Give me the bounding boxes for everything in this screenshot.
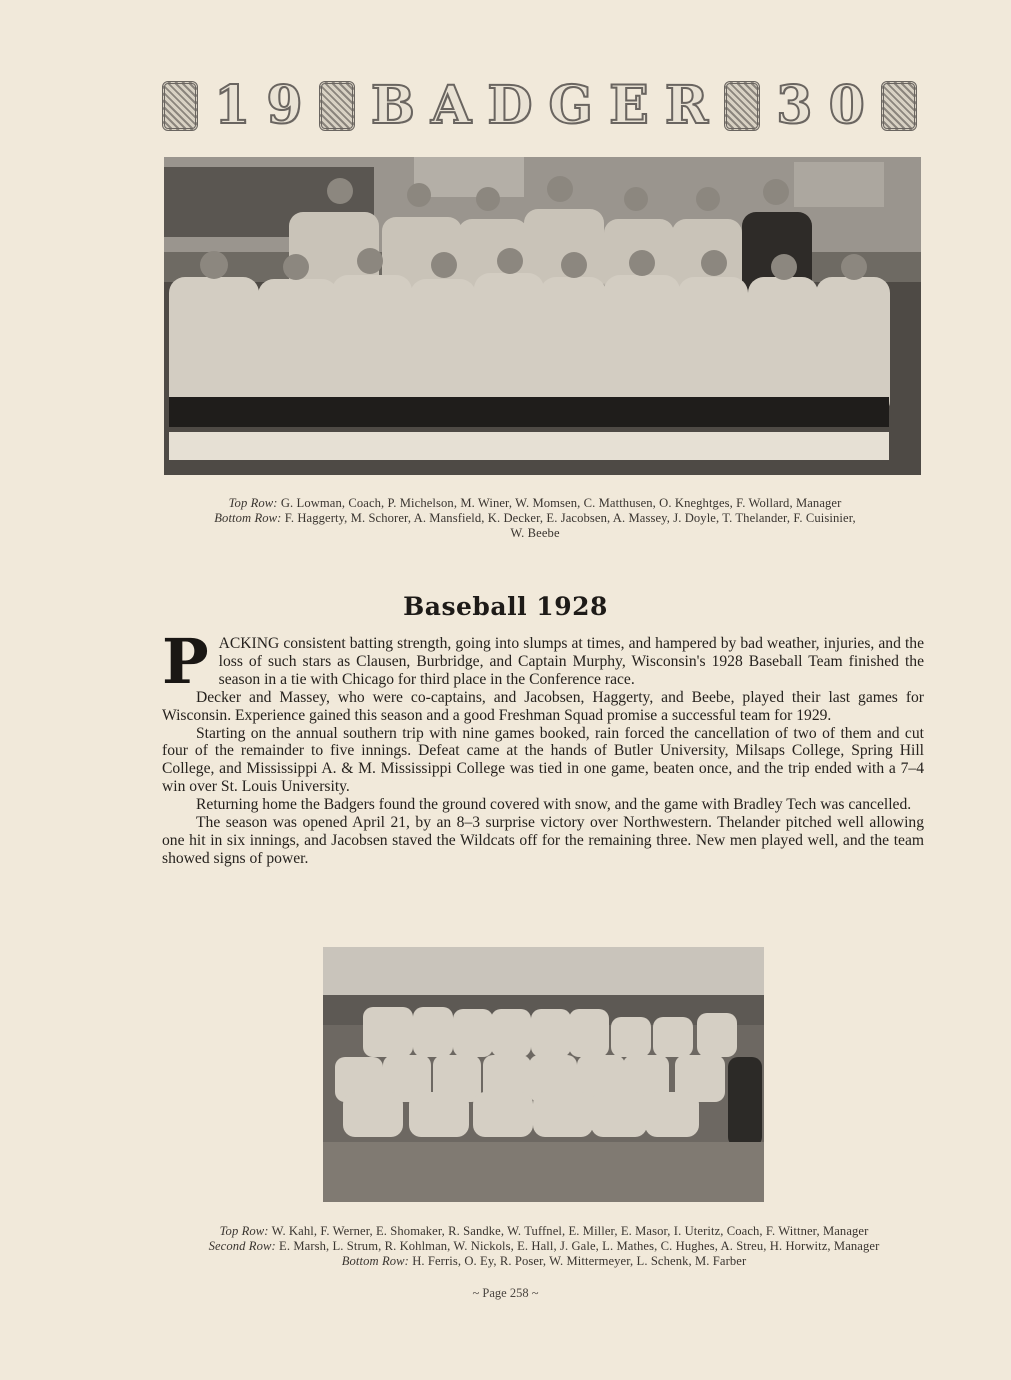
team-photo-image	[323, 947, 764, 1202]
drop-cap: P	[162, 625, 209, 698]
caption-bottom-row	[150, 511, 920, 526]
varsity-team-photo	[164, 157, 921, 475]
page-number: ~ Page 258 ~	[472, 1286, 539, 1300]
article-paragraph: Starting on the annual southern trip with nine games booked, rain forced the cancellation of two of them and cut four of the remainder to five innings. Defeat came at the hands of Butler University, Milsaps College, Spring Hill College, and Mississippi A. & M. Mississippi College was tied in one game, beaten once, and the trip ended with a 7–4 win over St. Louis University.	[162, 724, 924, 796]
caption-second-row	[150, 1239, 938, 1254]
caption-row-label: Top Row:	[228, 496, 278, 510]
caption-bottom-row	[150, 1254, 938, 1269]
freshman-team-photo	[323, 947, 764, 1202]
article-paragraph: Decker and Massey, who were co-captains, and Jacobsen, Haggerty, and Beebe, played their last games for Wisconsin. Experience gained this season and a good Freshman Squad promise a successful team for 1929.	[162, 688, 924, 724]
masthead-glyph: 1	[214, 75, 251, 136]
freshman-photo-caption	[150, 1224, 938, 1269]
ornament-icon	[319, 81, 355, 131]
masthead-glyph: 3	[776, 75, 813, 136]
caption-row-label: Top Row:	[219, 1224, 269, 1238]
masthead-banner	[162, 75, 917, 136]
masthead-glyph: D	[487, 75, 533, 136]
ornament-icon	[162, 81, 198, 131]
caption-row-names: H. Ferris, O. Ey, R. Poser, W. Mittermeyer, L. Schenk, M. Farber	[412, 1254, 747, 1268]
caption-row-names: F. Haggerty, M. Schorer, A. Mansfield, K. Decker, E. Jacobsen, A. Massey, J. Doyle, T. Thelander, F. Cuisinier,	[284, 511, 856, 525]
caption-row-label: Bottom Row:	[214, 511, 282, 525]
paragraph-text: ACKING consistent batting strength, going into slumps at times, and hampered by bad weather, injuries, and the loss of such stars as Clausen, Burbridge, and Captain Murphy, Wisconsin's 1928 Baseball Team finished the season in a tie with Chicago for third place in the Conference race.	[218, 635, 924, 688]
caption-row-names: G. Lowman, Coach, P. Michelson, M. Winer, W. Momsen, C. Matthusen, O. Kneghtges, F. Wollard, Manager	[280, 496, 842, 510]
ornament-icon	[724, 81, 760, 131]
masthead-glyph: 9	[266, 75, 303, 136]
masthead-glyph: A	[430, 75, 472, 136]
masthead-glyph: B	[370, 75, 415, 136]
varsity-photo-caption	[150, 496, 920, 541]
masthead-glyph: 0	[828, 75, 865, 136]
masthead-glyph: R	[664, 75, 709, 136]
team-photo-image	[164, 157, 921, 475]
caption-top-row	[150, 1224, 938, 1239]
article-paragraph: The season was opened April 21, by an 8–3 surprise victory over Northwestern. Thelander pitched well allowing one hit in six innings, and Jacobsen staved the Wildcats off for the remaining three. New men played well, and the team showed signs of power.	[162, 814, 924, 867]
caption-row-names: W. Kahl, F. Werner, E. Shomaker, R. Sandke, W. Tuffnel, E. Miller, E. Masor, I. Uteritz, Coach, F. Wittner, Manager	[271, 1224, 869, 1238]
masthead-glyph: E	[609, 75, 649, 136]
caption-row-label: Second Row:	[208, 1239, 276, 1253]
article-title: Baseball 1928	[403, 592, 608, 621]
caption-bottom-row-cont: W. Beebe	[510, 526, 560, 540]
ornament-icon	[881, 81, 917, 131]
article-paragraph	[162, 625, 924, 698]
masthead-glyph: G	[548, 75, 593, 136]
caption-top-row	[150, 496, 920, 511]
article-body	[162, 625, 924, 868]
caption-row-label: Bottom Row:	[341, 1254, 409, 1268]
article-paragraph: Returning home the Badgers found the ground covered with snow, and the game with Bradley Tech was cancelled.	[196, 796, 912, 814]
caption-row-names: E. Marsh, L. Strum, R. Kohlman, W. Nickols, E. Hall, J. Gale, L. Mathes, C. Hughes, A. Streu, H. Horwitz, Manager	[279, 1239, 880, 1253]
